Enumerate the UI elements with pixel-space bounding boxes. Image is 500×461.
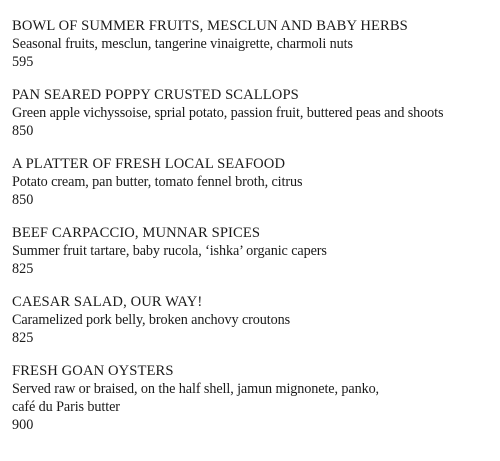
dish-price: 850 (12, 123, 34, 139)
menu-list (12, 17, 494, 434)
dish-name: BOWL OF SUMMER FRUITS, MESCLUN AND BABY HERBS (12, 18, 408, 34)
dish-price: 900 (12, 417, 34, 433)
dish-description (12, 173, 494, 191)
dish-description (12, 380, 494, 416)
menu-item (12, 224, 494, 278)
dish-description (12, 35, 494, 53)
dish-description (12, 242, 494, 260)
dish-description-line: Green apple vichyssoise, sprial potato, passion fruit, buttered peas and shoots (12, 105, 444, 121)
menu-item (12, 293, 494, 347)
dish-description (12, 104, 494, 122)
dish-description-line: Seasonal fruits, mesclun, tangerine vinaigrette, charmoli nuts (12, 36, 353, 52)
dish-price: 850 (12, 192, 34, 208)
menu-item (12, 17, 494, 71)
dish-name: FRESH GOAN OYSTERS (12, 363, 174, 379)
menu-item (12, 362, 494, 434)
dish-price: 595 (12, 54, 34, 70)
dish-description-line: Served raw or braised, on the half shell, jamun mignonete, panko, (12, 381, 380, 397)
dish-name: BEEF CARPACCIO, MUNNAR SPICES (12, 225, 261, 241)
dish-description-line: café du Paris butter (12, 399, 120, 415)
dish-name: A PLATTER OF FRESH LOCAL SEAFOOD (12, 156, 286, 172)
dish-name: PAN SEARED POPPY CRUSTED SCALLOPS (12, 87, 299, 103)
dish-price: 825 (12, 261, 34, 277)
dish-description (12, 311, 494, 329)
menu-item (12, 155, 494, 209)
dish-description-line: Potato cream, pan butter, tomato fennel broth, citrus (12, 174, 303, 190)
dish-description-line: Summer fruit tartare, baby rucola, ‘ishka’ organic capers (12, 243, 327, 259)
dish-description-line: Caramelized pork belly, broken anchovy croutons (12, 312, 291, 328)
dish-name: CAESAR SALAD, OUR WAY! (12, 294, 203, 310)
dish-price: 825 (12, 330, 34, 346)
menu-item (12, 86, 494, 140)
